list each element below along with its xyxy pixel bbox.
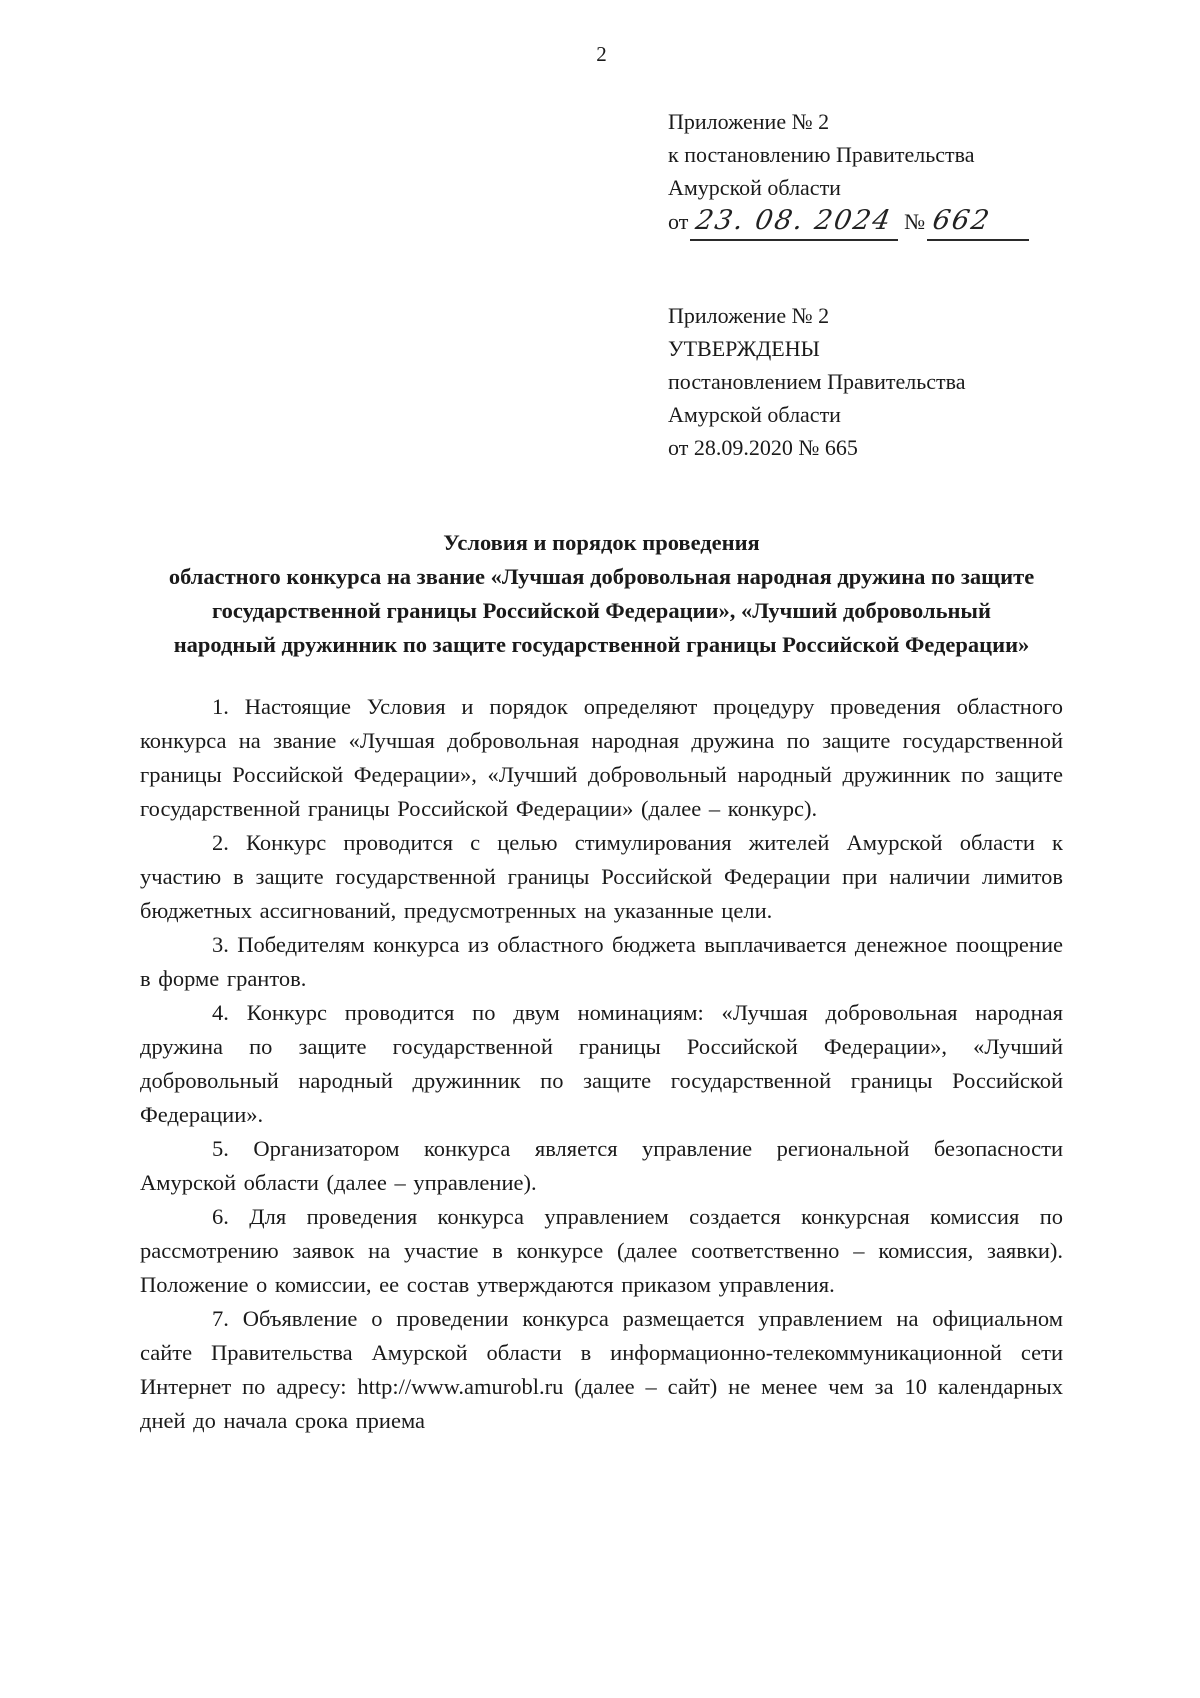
appendix-block-1 <box>668 105 1063 241</box>
appendix2-line3: постановлением Правительства <box>668 369 966 394</box>
paragraph-3: 3. Победителям конкурса из областного бюджета выплачивается денежное поощрение в форме грантов. <box>140 932 1063 991</box>
appendix1-line3: Амурской области <box>668 175 841 200</box>
appendix1-from-label: от <box>668 209 689 234</box>
appendix1-line2: к постановлению Правительства <box>668 142 975 167</box>
paragraph-7: 7. Объявление о проведении конкурса размещается управлением на официальном сайте Правительства Амурской области в информационно-телекоммуникационной сети Интернет по адресу: http://www.amurobl.ru (далее – сайт) не менее чем за 10 календарных дней до начала срока приема <box>140 1306 1063 1433</box>
appendix2-line1: Приложение № 2 <box>668 303 830 328</box>
page-number: 2 <box>596 42 607 66</box>
paragraph-5: 5. Организатором конкурса является управление региональной безопасности Амурской области (далее – управление). <box>140 1136 1063 1195</box>
appendix2-line5: от 28.09.2020 № 665 <box>668 435 858 460</box>
paragraph-2: 2. Конкурс проводится с целью стимулирования жителей Амурской области к участию в защите государственной границы Российской Федерации при наличии лимитов бюджетных ассигнований, предусмотренных на указанные цели. <box>140 830 1063 923</box>
appendix2-line2: УТВЕРЖДЕНЫ <box>668 336 820 361</box>
paragraph-1: 1. Настоящие Условия и порядок определяют процедуру проведения областного конкурса на звание «Лучшая добровольная народная дружина по защите государственной границы Российской Федерации», «Лучший добровольный народный дружинник по защите государственной границы Российской Федерации» (далее – конкурс). <box>140 694 1063 821</box>
handwritten-date: 23. 08. 2024 <box>693 205 895 236</box>
appendix2-line4: Амурской области <box>668 402 841 427</box>
handwritten-number: 662 <box>930 205 994 236</box>
appendix1-line1: Приложение № 2 <box>668 109 830 134</box>
paragraph-4: 4. Конкурс проводится по двум номинациям: «Лучшая добровольная народная дружина по защите государственной границы Российской Федерации», «Лучший добровольный народный дружинник по защите государственной границы Российской Федерации». <box>140 1000 1063 1127</box>
paragraph-6: 6. Для проведения конкурса управлением создается конкурсная комиссия по рассмотрению заявок на участие в конкурсе (далее соответственно – комиссия, заявки). Положение о комиссии, ее состав утверждаются приказом управления. <box>140 1204 1063 1297</box>
appendix1-date-line <box>668 204 1063 241</box>
document-body <box>140 690 1063 1438</box>
appendix1-no-label: № <box>904 209 926 234</box>
document-title <box>140 526 1063 662</box>
document-title-rest: областного конкурса на звание «Лучшая добровольная народная дружина по защите государственной границы Российской Федерации», «Лучший добровольный народный дружинник по защите государственной границы Российской Федерации» <box>168 564 1035 657</box>
appendix-block-2 <box>668 299 1063 464</box>
document-title-line1: Условия и порядок проведения <box>443 530 760 555</box>
